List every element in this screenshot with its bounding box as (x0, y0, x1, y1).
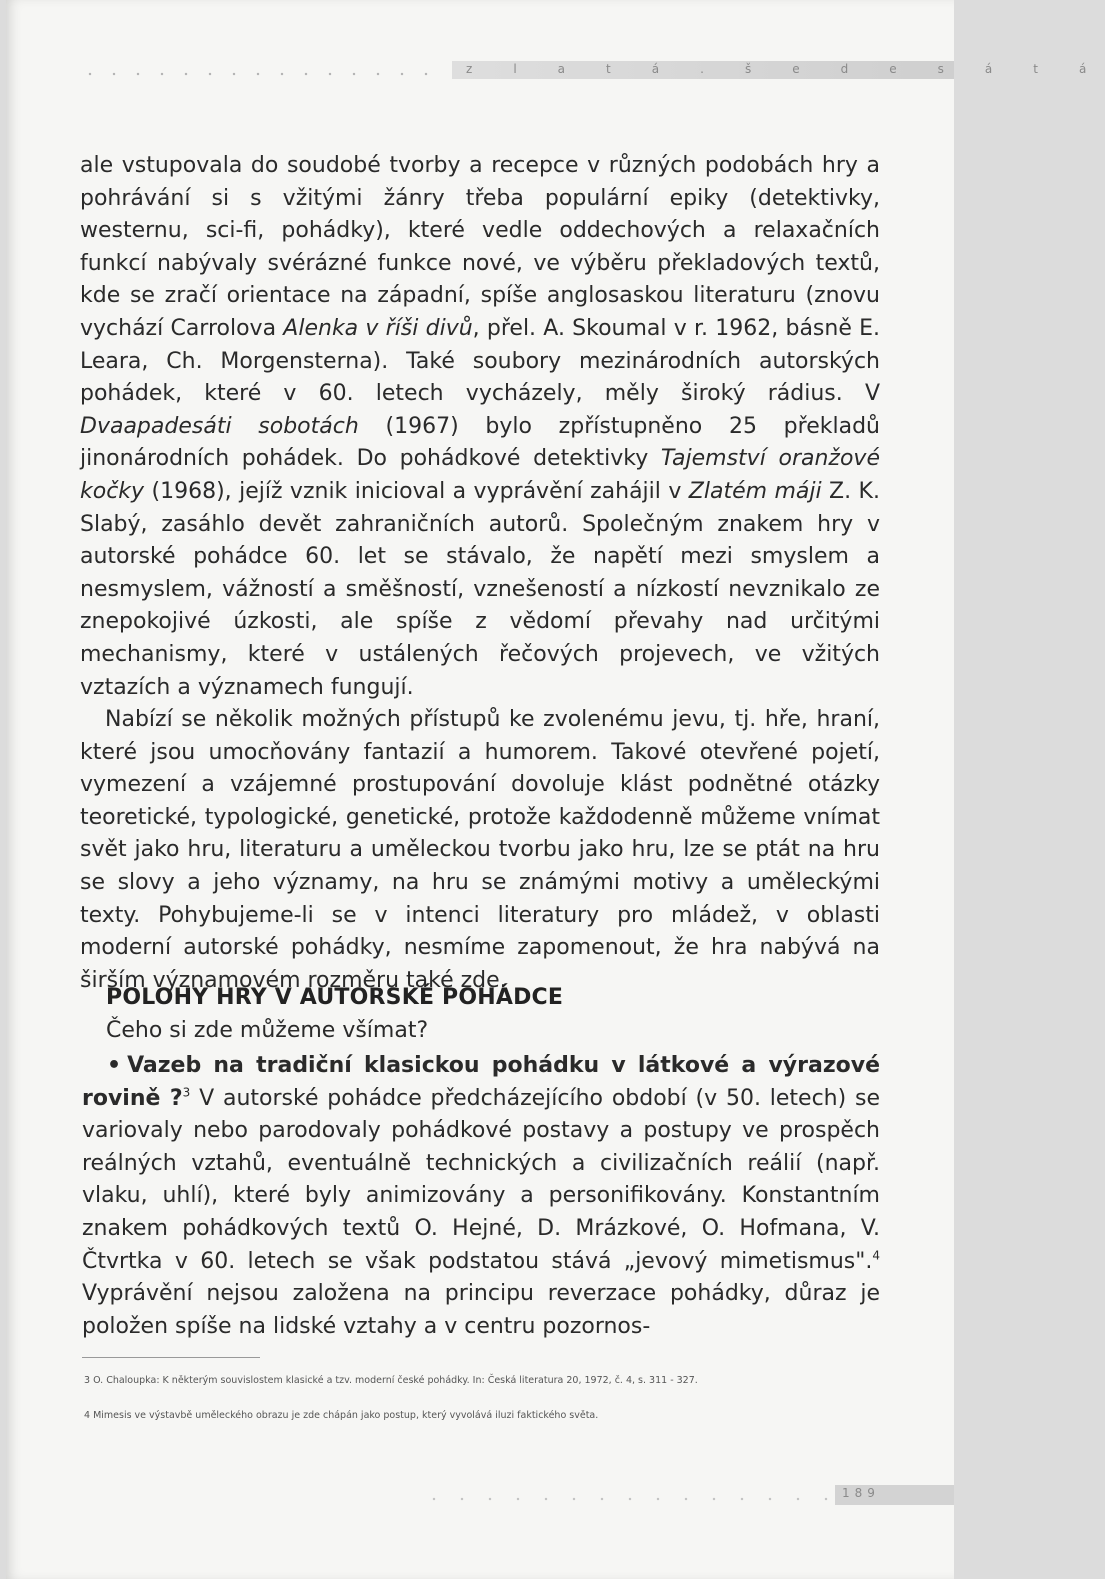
footnote-ref-3[interactable]: 3 (182, 1085, 191, 1100)
header-dot-rule (78, 70, 448, 78)
footnote-ref-4[interactable]: 4 (872, 1248, 880, 1263)
title-zlatem-maji: Zlatém máji (688, 478, 822, 504)
footnote-3: 3 O. Chaloupka: K některým souvislostem klasické a tzv. moderní české pohádky. In: Česká literatura 20, 1972, č. 4, s. 311 - 327. (84, 1375, 698, 1386)
section-body (82, 1050, 880, 1343)
page-number: 189 (842, 1486, 880, 1500)
bullet-paragraph: • Vazeb na tradiční klasickou pohádku v látkové a výrazové rovině ?$^3$ V autorské pohádce předcházejícího období (v 50. letech) se variovaly nebo parodovaly pohádkové postavy a postupy ve prospěch reálných vztahů, eventuálně technických a civilizačních reálií (např. vlaku, uhlí), které byly animizovány a personifikovány. Konstantním znakem pohádkových textů O. Hejné, D. Mrázkové, O. Hofmana, V. Čtvrtka v 60. letech se však podstatou stává „jevový mimetismus".$^4$ Vyprávění nejsou založena na principu reverzace pohádky, důraz je položen spíše na lidské vztahy a v centru pozornos- (82, 1053, 880, 1339)
bullet-icon: • (107, 1053, 122, 1078)
bullet-lead: Vazeb na tradiční klasickou pohádku v látkové a výrazové rovině ? (82, 1053, 880, 1111)
paragraph-1: ale vstupovala do soudobé tvorby a recepce v různých podobách hry a pohrávání si s vžitými žánry třeba populární epiky (detektivky, westernu, sci-fi, pohádky), které vedle oddechových a relaxačních funkcí nabývaly svérázné funkce nové, ve výběru překladových textů, kde se zračí orientace na západní, spíše anglosaskou literaturu (znovu vychází Carrolova Alenka v říši divů, přel. A. Skoumal v r. 1962, básně E. Leara, Ch. Morgensterna). Také soubory mezinárodních autorských pohádek, které v 60. letech vycházely, měly široký rádius. V Dvaapadesáti sobotách (1967) bylo zpřístupněno 25 překladů jinonárodních pohádek. Do pohádkové detektivky Tajemství oranžové kočky (1968), jejíž vznik inicioval a vyprávění zahájil v Zlatém máji Z. K. Slabý, zasáhlo devět zahraničních autorů. Společným znakem hry v autorské pohádce 60. let se stávalo, že napětí mezi smyslem a nesmyslem, vážností a směšností, vznešeností a nízkostí nevznikalo ze znepokojivé úzkosti, ale spíše z vědomí převahy nad určitými mechanismy, které v ustálených řečových projevech, ve vžitých vztazích a významech fungují. (80, 153, 880, 700)
title-dvaapadesati-sobotach: Dvaapadesáti sobotách (80, 413, 359, 439)
running-title: z l a t á . š e d e s á t á (466, 62, 1105, 76)
footnote-4: 4 Mimesis ve výstavbě uměleckého obrazu je zde chápán jako postup, který vyvolává iluzi faktického světa. (84, 1410, 599, 1421)
paragraph-2: Nabízí se několik možných přístupů ke zvolenému jevu, tj. hře, hraní, které jsou umocňovány fantazií a humorem. Takové otevřené pojetí, vymezení a vzájemné prostupování dovoluje klást podnětné otázky teoretické, typologické, genetické, protože každodenně můžeme vnímat svět jako hru, literaturu a uměleckou tvorbu jako hru, lze se ptát na hru se slovy a jeho významy, na hru se známými motivy a uměleckými texty. Pohybujeme-li se v intenci literatury pro mládež, v oblasti moderní autorské pohádky, nesmíme zapomenout, že hra nabývá na širším významovém rozměru také zde. (80, 707, 880, 993)
body-text (80, 150, 880, 997)
title-tajemstvi-oranzove-kocky: Tajemství oranžové kočky (80, 446, 880, 504)
footnote-rule (82, 1357, 260, 1358)
section-subheading: Čeho si zde můžeme všímat? (106, 1018, 429, 1043)
title-alenka: Alenka v říši divů (283, 315, 473, 341)
footer-dot-rule (420, 1495, 830, 1503)
section-heading: POLOHY HRY V AUTORSKÉ POHÁDCE (106, 985, 564, 1010)
